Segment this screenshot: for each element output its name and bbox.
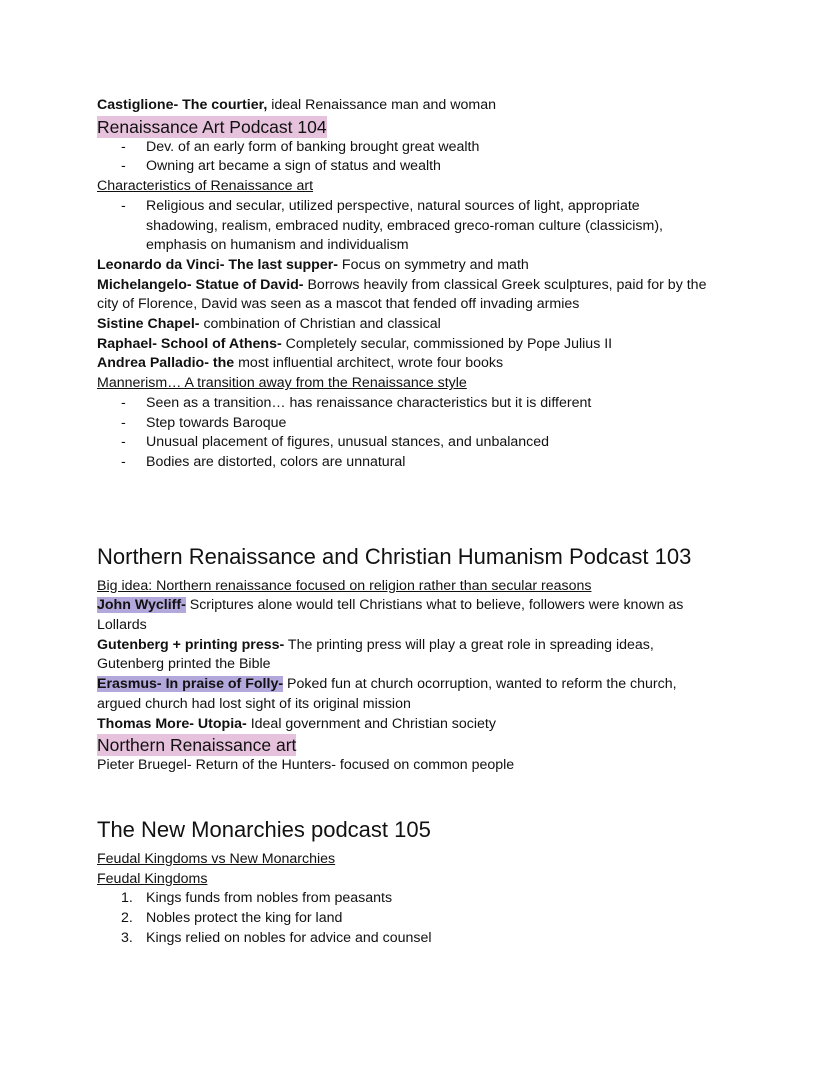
northern-renaissance-title: Northern Renaissance and Christian Humanism Podcast 103: [97, 543, 692, 569]
raphael-desc: Completely secular, commissioned by Pope Julius II: [281, 335, 613, 352]
mannerism-bullet-list: [97, 394, 737, 473]
more-desc: Ideal government and Christian society: [246, 715, 496, 732]
erasmus-desc: Poked fun at church ocorruption, wanted to reform the church, argued church had lost sight of its original mission: [97, 676, 677, 712]
dash-marker: -: [121, 138, 126, 155]
castiglione-term: Castiglione- The courtier,: [97, 97, 268, 113]
sistine-desc: combination of Christian and classical: [199, 316, 441, 333]
gutenberg-desc: The printing press will play a great role in spreading ideas, Gutenberg printed the Bible: [97, 636, 654, 673]
more-term: Thomas More- Utopia-: [97, 715, 247, 732]
list-item-text: Seen as a transition… has renaissance characteristics but it is different: [146, 394, 592, 411]
dash-marker: -: [121, 197, 126, 214]
list-item: [97, 138, 737, 158]
northern-art-heading: Northern Renaissance art: [97, 735, 297, 756]
mannerism-heading: Mannerism… A transition away from the Renaissance style: [97, 375, 467, 392]
art-bullet-list: [97, 138, 737, 177]
dash-marker: -: [121, 414, 126, 431]
list-item: [97, 889, 737, 909]
document-page: [97, 96, 737, 949]
erasmus-term: Erasmus- In praise of Folly-: [97, 676, 284, 693]
list-item-text: Owning art became a sign of status and wealth: [146, 158, 441, 175]
castiglione-line: [97, 96, 737, 116]
michelangelo-desc: Borrows heavily from classical Greek sculptures, paid for by the city of Florence, David was seen as a mascot that fended off invading armies: [97, 276, 707, 313]
gutenberg-line: [97, 636, 697, 675]
gutenberg-term: Gutenberg + printing press-: [97, 636, 285, 653]
list-item-text: Religious and secular, utilized perspective, natural sources of light, appropriate shadowing, realism, embraced nudity, embraced greco-roman culture (classicism), emphasis on humanism and individualism: [146, 197, 663, 254]
list-item: [97, 414, 737, 434]
list-item: [97, 453, 737, 473]
dash-marker: -: [121, 434, 126, 451]
section-spacer: [97, 473, 737, 543]
dash-marker: -: [121, 394, 126, 411]
list-item-text: Unusual placement of figures, unusual stances, and unbalanced: [146, 434, 550, 451]
list-item-text: Nobles protect the king for land: [146, 910, 343, 927]
list-number: 3.: [121, 929, 133, 946]
list-item-text: Step towards Baroque: [146, 414, 287, 431]
sistine-term: Sistine Chapel-: [97, 316, 200, 333]
wycliff-line: [97, 596, 717, 635]
list-item-text: Kings funds from nobles from peasants: [146, 890, 393, 907]
raphael-line: [97, 335, 737, 355]
characteristics-bullet-list: [97, 197, 737, 256]
palladio-term: Andrea Palladio- the: [97, 355, 235, 372]
vs-heading: Feudal Kingdoms vs New Monarchies: [97, 850, 336, 867]
castiglione-desc: ideal Renaissance man and woman: [267, 97, 496, 113]
more-line: [97, 715, 737, 735]
list-item: [97, 909, 737, 929]
leonardo-term: Leonardo da Vinci- The last supper-: [97, 256, 338, 273]
wycliff-desc: Scriptures alone would tell Christians what to believe, followers were known as Lollards: [97, 597, 684, 634]
leonardo-line: [97, 256, 737, 276]
feudal-list: [97, 889, 737, 948]
list-item-text: Bodies are distorted, colors are unnatural: [146, 453, 406, 470]
list-item: [97, 929, 737, 949]
sistine-line: [97, 315, 737, 335]
list-number: 2.: [121, 910, 133, 927]
palladio-desc: most influential architect, wrote four books: [234, 355, 504, 372]
leonardo-desc: Focus on symmetry and math: [337, 256, 529, 273]
list-number: 1.: [121, 890, 133, 907]
dash-marker: -: [121, 453, 126, 470]
dash-marker: -: [121, 158, 126, 175]
michelangelo-line: [97, 276, 717, 315]
erasmus-line: [97, 675, 717, 714]
big-idea-line: Big idea: Northern renaissance focused on religion rather than secular reasons: [97, 577, 592, 594]
list-item-text: Kings relied on nobles for advice and counsel: [146, 929, 432, 946]
palladio-line: [97, 354, 737, 374]
raphael-term: Raphael- School of Athens-: [97, 335, 282, 352]
list-item: [97, 433, 737, 453]
new-monarchies-title: The New Monarchies podcast 105: [97, 816, 431, 842]
renaissance-art-heading: Renaissance Art Podcast 104: [97, 116, 327, 137]
characteristics-heading: Characteristics of Renaissance art: [97, 178, 314, 195]
feudal-heading: Feudal Kingdoms: [97, 870, 208, 887]
section-spacer: [97, 776, 737, 816]
bruegel-line: Pieter Bruegel- Return of the Hunters- focused on common people: [97, 757, 515, 774]
wycliff-term: John Wycliff-: [97, 597, 186, 614]
list-item: [97, 197, 686, 256]
list-item-text: Dev. of an early form of banking brought great wealth: [146, 138, 480, 155]
michelangelo-term: Michelangelo- Statue of David-: [97, 276, 304, 293]
list-item: [97, 157, 737, 177]
list-item: [97, 394, 737, 414]
